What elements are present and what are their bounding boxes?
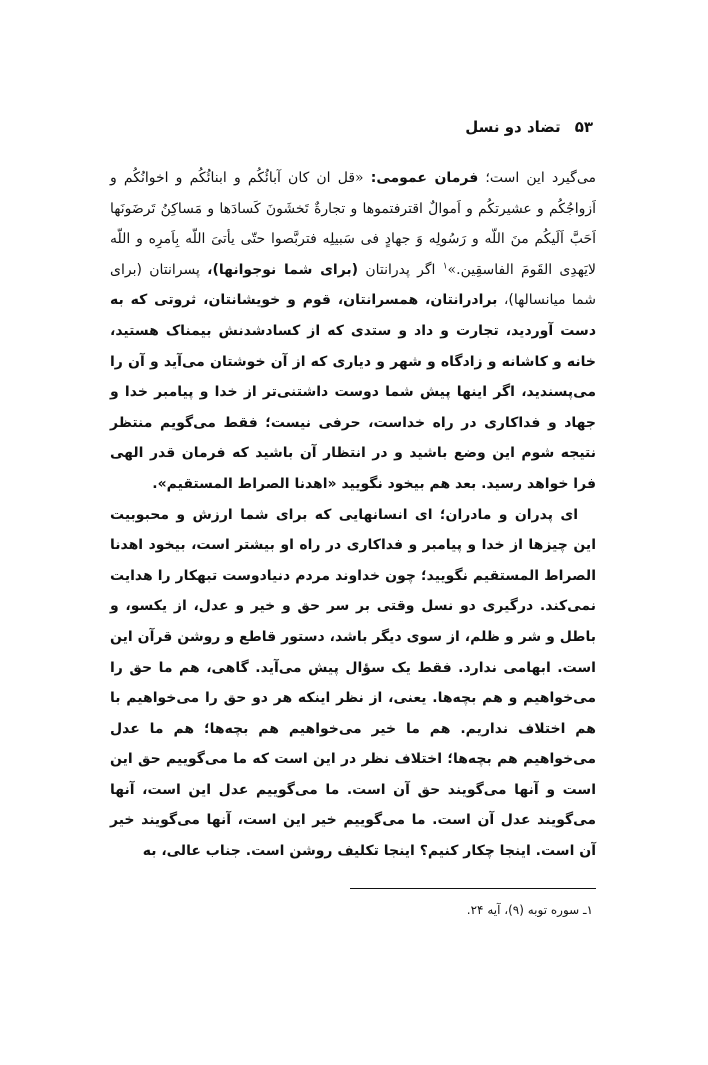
running-head (465, 116, 593, 138)
paragraph-1-text-c: برادرانتان، همسرانتان، قوم و خویشانتان، ثروتی که به دست آوردید، تجارت و داد و ستدی که از کسادشدنش بیمناک هستید، خانه و کاشانه و زادگاه و شهر و دیاری که از آن خوشتان می‌آید و آن را می‌پسندید، اگر اینها پیش شما دوست داشتنی‌تر از خدا و پیامبر خدا و جهاد و فداکاری در راه خداست، حرفی نیست؛ فقط می‌گویم منتظر نتیجه شوم این وضع باشید و در انتظار آن باشید که فرمان قدر الهی فرا خواهد رسید. بعد هم بیخود نگویید «اهدنا الصراط المستقیم». (110, 292, 596, 492)
page-number: ۵۳ (574, 118, 593, 136)
footnote-divider (350, 888, 596, 889)
body-text (110, 163, 596, 867)
paragraph-1-text-b: پسرانتان (149, 261, 200, 278)
paragraph-1-text-a: اگر پدرانتان (365, 261, 436, 278)
footnote-marker: ۱ (442, 261, 448, 272)
paragraph-1-intro: می‌گیرد این است؛ (485, 170, 596, 186)
paragraph-1 (110, 163, 596, 500)
command-label: فرمان عمومی: (370, 170, 479, 186)
bold-phrase-youth: (برای شما نوجوانها)، (207, 261, 359, 278)
paragraph-2-text: ای پدران و مادران؛ ای انسانهایی که برای شما ارزش و محبوبیت این چیزها از خدا و پیامبر و فداکاری در راه او بیشتر است، بیخود اهدنا الصراط المستقیم نگویید؛ چون خداوند مردم دنیادوست تبهکار را هدایت نمی‌کند. درگیری دو نسل وقتی بر سر حق و خیر و عدل، از یکسو، و باطل و شر و ظلم، از سوی دیگر باشد، دستور قاطع و روشن قرآن این است. ابهامی ندارد. فقط یک سؤال پیش می‌آید. گاهی، هم ما حق را می‌خواهیم و هم بچه‌ها. یعنی، از نظر اینکه هر دو حق را می‌خواهیم با هم اختلاف نداریم. هم ما خیر می‌خواهیم هم بچه‌ها؛ هم ما عدل می‌خواهیم هم بچه‌ها؛ اختلاف نظر در این است که ما می‌گوییم حق این است و آنها می‌گویند حق آن است. ما می‌گوییم عدل این است، آنها می‌گویند عدل آن است. ما می‌گوییم خیر این است، آنها می‌گویند خیر آن است. اینجا چکار کنیم؟ اینجا تکلیف روشن است. جناب عالی، به (110, 506, 596, 860)
quran-verse: «قل ان کان آبائُکُم و ابنائُکُم و اخوانُکُم و اَزواجُکُم و عشیرتکُم و اَموالٌ اقترفتموها و تجارةٌ تَخشَونَ کَسادَها و مَساکِنُ تَرضَونَها اَحَبَّ اَلَیکُم منَ اللّه و رَسُولِه وَ جهادٍ فی سَبیلِه فتربَّصوا حتّی یأتیَ اللّه بِاَمرِه و اللّه لایَهدِی القَومَ الفاسقِین.» (110, 170, 597, 278)
chapter-title: تضاد دو نسل (465, 118, 561, 136)
phrase-middle-aged: (برای شما میانسالها)، (110, 261, 597, 309)
footnote: ۱ـ سوره توبه (۹)، آیه ۲۴. (466, 903, 593, 917)
paragraph-2 (110, 500, 596, 867)
